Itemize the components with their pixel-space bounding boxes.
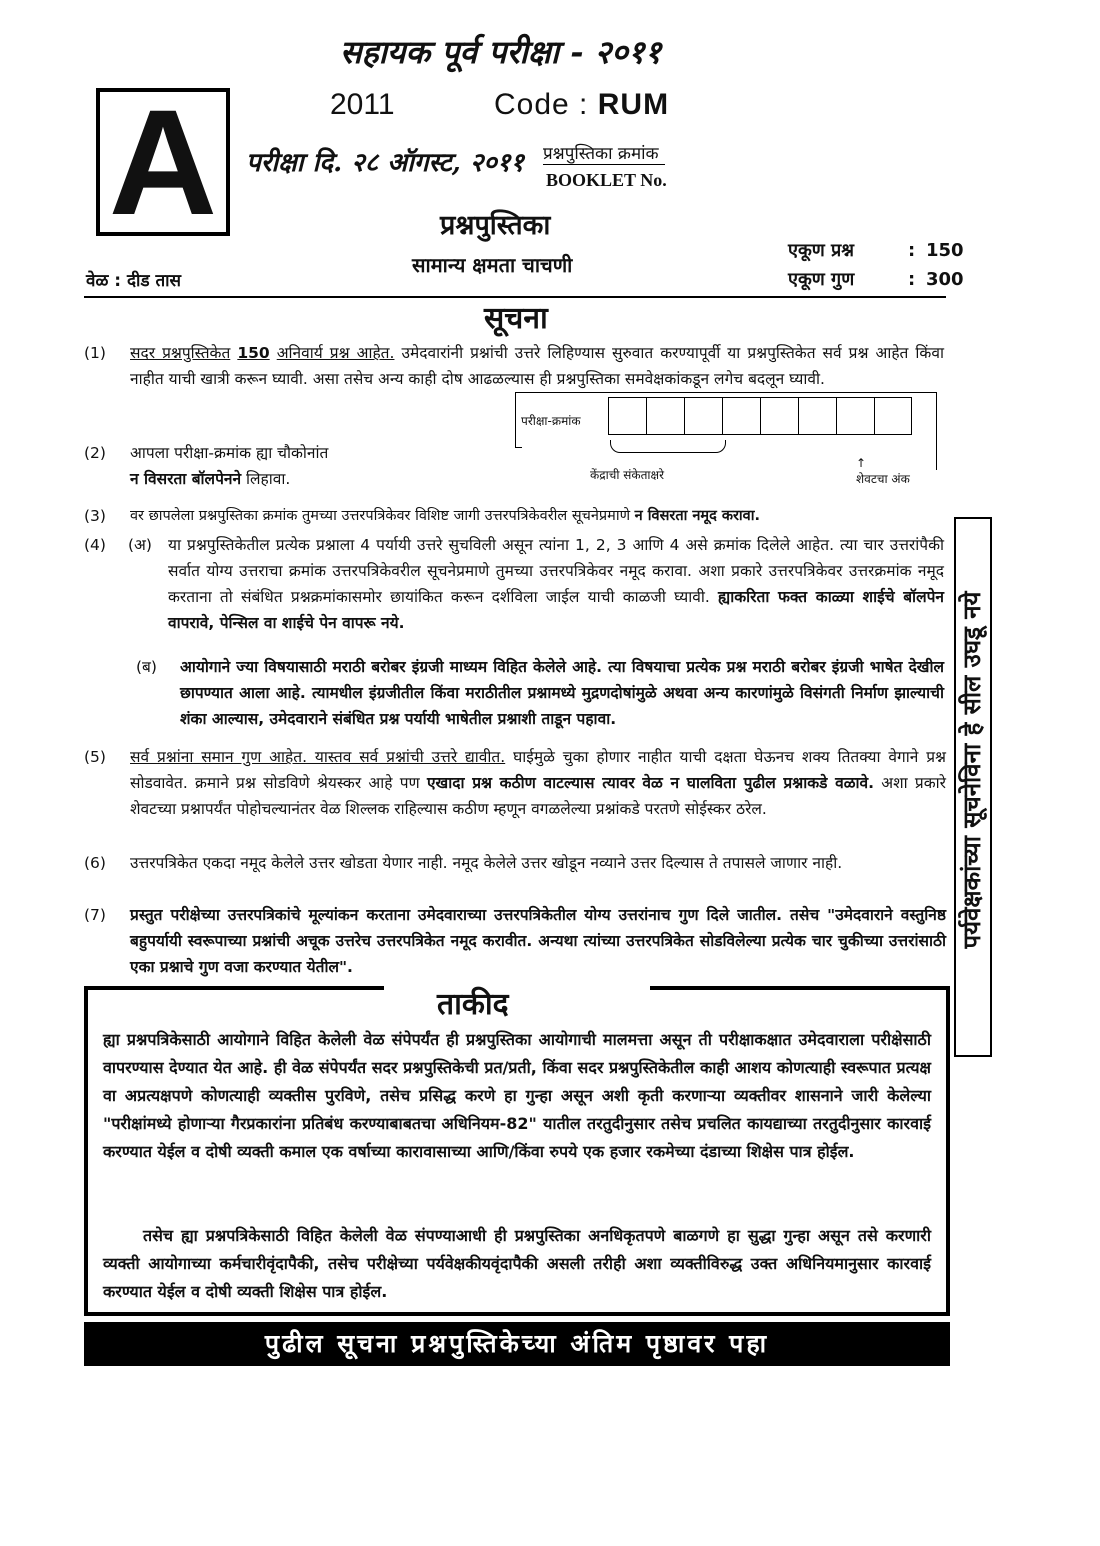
total-questions: 150	[926, 240, 964, 261]
handwritten-exam-date: परीक्षा दि. २८ ऑगस्ट, २०११	[246, 148, 524, 178]
code-label: Code :	[494, 88, 589, 121]
instruction-item-5: (5) सर्व प्रश्नांना समान गुण आहेत. यास्तव सर्व प्रश्नांची उत्तरे द्यावीत. घाईमुळे चुका होणार नाहीत याची दक्षता घेऊनच शक्य तितक्या वेगाने प्रश्न सोडवावेत. क्रमाने प्रश्न सोडविणे श्रेयस्कर आहे पण एखादा प्रश्न कठीण वाटल्यास त्यावर वेळ न घालविता पुढील प्रश्नाकडे वळावे. अशा प्रकारे शेवटच्या प्रश्नापर्यंत पोहोचल्यानंतर वेळ शिल्लक राहिल्यास कठीण म्हणून वगळलेल्या प्रश्नांकडे परतणे सोईस्कर ठरेल.	[84, 748, 947, 818]
roll-box-right-edge	[936, 392, 937, 470]
roll-cell[interactable]	[798, 397, 836, 435]
total-questions-label: एकूण प्रश्न	[788, 240, 855, 261]
warning-box-bottom	[84, 1312, 950, 1316]
roll-number-cells	[608, 397, 912, 435]
instruction-item-7: (7) प्रस्तुत परीक्षेच्या उत्तरपत्रिकांचे मूल्यांकन करताना उमेदवाराच्या उत्तरपत्रिकेतील योग्य उत्तरांनाच गुण दिले जातील. तसेच "उमेदवाराने वस्तुनिष्ठ बहुपर्यायी स्वरूपाच्या प्रश्नांची अचूक उत्तरेच उत्तरपत्रिकेत नमूद करावीत. अन्यथा त्यांच्या उत्तरपत्रिकेत सोडविलेल्या प्रत्येक चार चुकीच्या उत्तरांसाठी एका प्रश्नाचे गुण वजा करण्यात येतील".	[84, 906, 946, 976]
roll-number-label: परीक्षा-क्रमांक	[521, 414, 581, 428]
time-allowed: वेळ : दीड तास	[86, 271, 182, 291]
instruction-item-1: (1) सदर प्रश्नपुस्तिकेत 150 अनिवार्य प्रश्न आहेत. उमेदवारांनी प्रश्नांची उत्तरे लिहिण्यास सुरुवात करण्यापूर्वी या प्रश्नपुस्तिकेत सर्व प्रश्न आहेत किंवा नाहीत याची खात्री करून घ्यावी. असा तसेच अन्य काही दोष आढळल्यास ही प्रश्नपुस्तिका समवेक्षकांकडून लगेच बदलून घ्यावी.	[84, 344, 944, 388]
warning-box-top-left	[84, 986, 384, 990]
roll-cell[interactable]	[874, 397, 912, 435]
footer-notice: पुढील सूचना प्रश्नपुस्तिकेच्या अंतिम पृष्ठावर पहा	[84, 1322, 950, 1366]
instructions-heading: सूचना	[484, 301, 548, 336]
totals-block: एकूण प्रश्न : 150 एकूण गुण : 300	[788, 236, 964, 294]
booklet-number-label-mr: प्रश्नपुस्तिका क्रमांक	[543, 141, 665, 165]
last-digit-label: ↑ शेवटचा अंक	[856, 456, 910, 486]
roll-box-top	[521, 392, 936, 393]
roll-cell[interactable]	[646, 397, 684, 435]
seal-note-text: पर्यवेक्षकांच्या सूचनेविना हे सील उघडू नये	[958, 591, 986, 949]
roll-cell[interactable]	[722, 397, 760, 435]
instruction-item-3: (3) वर छापलेला प्रश्नपुस्तिका क्रमांक तुमच्या उत्तरपत्रिकेवर विशिष्ट जागी उत्तरपत्रिकेवरील सूचनेप्रमाणे न विसरता नमूद करावा.	[84, 507, 760, 525]
total-marks: 300	[926, 269, 964, 290]
instruction-item-6: (6) उत्तरपत्रिकेत एकदा नमूद केलेले उत्तर खोडता येणार नाही. नमूद केलेले उत्तर खोडून नव्याने उत्तर दिल्यास ते तपासले जाणार नाही.	[84, 854, 843, 872]
warning-paragraph-1: ह्या प्रश्नपत्रिकेसाठी आयोगाने विहित केलेली वेळ संपेपर्यंत ही प्रश्नपुस्तिका आयोगाची मालमत्ता असून ती परीक्षाकक्षात उमेदवाराला परीक्षेसाठी वापरण्यास देण्यात येत आहे. ही वेळ संपेपर्यंत सदर प्रश्नपुस्तिकेची प्रत/प्रती, किंवा सदर प्रश्नपुस्तिकेतील काही आशय कोणत्याही स्वरूपात प्रत्यक्ष वा अप्रत्यक्षपणे कोणत्याही व्यक्तीस पुरविणे, तसेच प्रसिद्ध करणे हा गुन्हा असून अशी कृती करणाऱ्या व्यक्तीवर शासनाने जारी केलेल्या "परीक्षांमध्ये होणाऱ्या गैरप्रकारांना प्रतिबंध करण्याबाबतचा अधिनियम-82" यातील तरतुदीनुसार तसेच प्रचलित कायद्याच्या तरतुदीनुसार कारवाई करण्यात येईल व दोषी व्यक्ती कमाल एक वर्षाच्या कारावासाच्या आणि/किंवा रुपये एक हजार रकमेच्या दंडाच्या शिक्षेस पात्र होईल.	[103, 1030, 931, 1161]
instruction-item-2: (2) आपला परीक्षा-क्रमांक ह्या चौकोनांत न विसरता बॉलपेनने लिहावा.	[84, 444, 329, 488]
time-value: दीड तास	[127, 271, 182, 291]
booklet-title: प्रश्नपुस्तिका	[440, 210, 551, 241]
total-marks-label: एकूण गुण	[788, 269, 855, 290]
roll-cell[interactable]	[684, 397, 722, 435]
warning-heading: ताकीद	[437, 987, 509, 1022]
code-value: RUM	[597, 88, 670, 121]
roll-cell[interactable]	[836, 397, 874, 435]
handwritten-exam-title: सहायक पूर्व परीक्षा - २०११	[340, 33, 662, 71]
warning-paragraph-2: तसेच ह्या प्रश्नपत्रिकेसाठी विहित केलेली वेळ संपण्याआधी ही प्रश्नपुस्तिका अनधिकृतपणे बाळगणे हा सुद्धा गुन्हा असून तसे करणारी व्यक्ती आयोगाच्या कर्मचारीवृंदापैकी, तसेच परीक्षेच्या पर्यवेक्षकीयवृंदापैकी असली तरीही अशा व्यक्तीविरुद्ध उक्त अधिनियमानुसार कारवाई करण्यात येईल व दोषी व्यक्ती शिक्षेस पात्र होईल.	[103, 1226, 931, 1301]
warning-box-top-right	[650, 986, 950, 990]
centre-code-brace	[610, 440, 726, 453]
time-label: वेळ	[86, 271, 109, 291]
subject-name: सामान्य क्षमता चाचणी	[412, 253, 573, 277]
booklet-number-label-en: BOOKLET No.	[546, 170, 667, 190]
booklet-code	[494, 88, 669, 122]
exam-year: 2011	[330, 88, 395, 121]
instruction-item-4a: (4) (अ) या प्रश्नपुस्तिकेतील प्रत्येक प्रश्नाला 4 पर्यायी उत्तरे सुचविली असून त्यांना 1, 2, 3 आणि 4 असे क्रमांक दिलेले आहेत. त्या चार उत्तरांपैकी सर्वात योग्य उत्तराचा क्रमांक उत्तरपत्रिकेवरील सूचनेप्रमाणे तुमच्या उत्तरपत्रिकेवर नमूद करावा. अशा प्रकारे उत्तरपत्रिकेवर उत्तरक्रमांक नमूद करताना तो संबंधित प्रश्नक्रमांकासमोर छायांकित करून दर्शविला जाईल याची काळजी घ्यावी. ह्याकरिता फक्त काळ्या शाईचे बॉलपेन वापरावे, पेन्सिल वा शाईचे पेन वापरू नये.	[84, 536, 944, 632]
roll-cell[interactable]	[760, 397, 798, 435]
series-letter: A	[108, 78, 218, 246]
roll-cell[interactable]	[608, 397, 646, 435]
series-box	[96, 78, 230, 246]
instruction-item-4b: (ब) आयोगाने ज्या विषयासाठी मराठी बरोबर इंग्रजी माध्यम विहित केलेले आहे. त्या विषयाचा प्रत्येक प्रश्न मराठी बरोबर इंग्रजी भाषेत देखील छापण्यात आला आहे. त्यामधील इंग्रजीतील किंवा मराठीतील प्रश्नामध्ये मुद्रणदोषांमुळे अथवा अन्य कारणांमुळे विसंगती निर्माण झाल्याची शंका आल्यास, उमेदवाराने संबंधित प्रश्न पर्यायी भाषेतील प्रश्नाशी ताडून पहावा.	[136, 658, 944, 728]
centre-code-label: केंद्राची संकेताक्षरे	[590, 468, 665, 482]
